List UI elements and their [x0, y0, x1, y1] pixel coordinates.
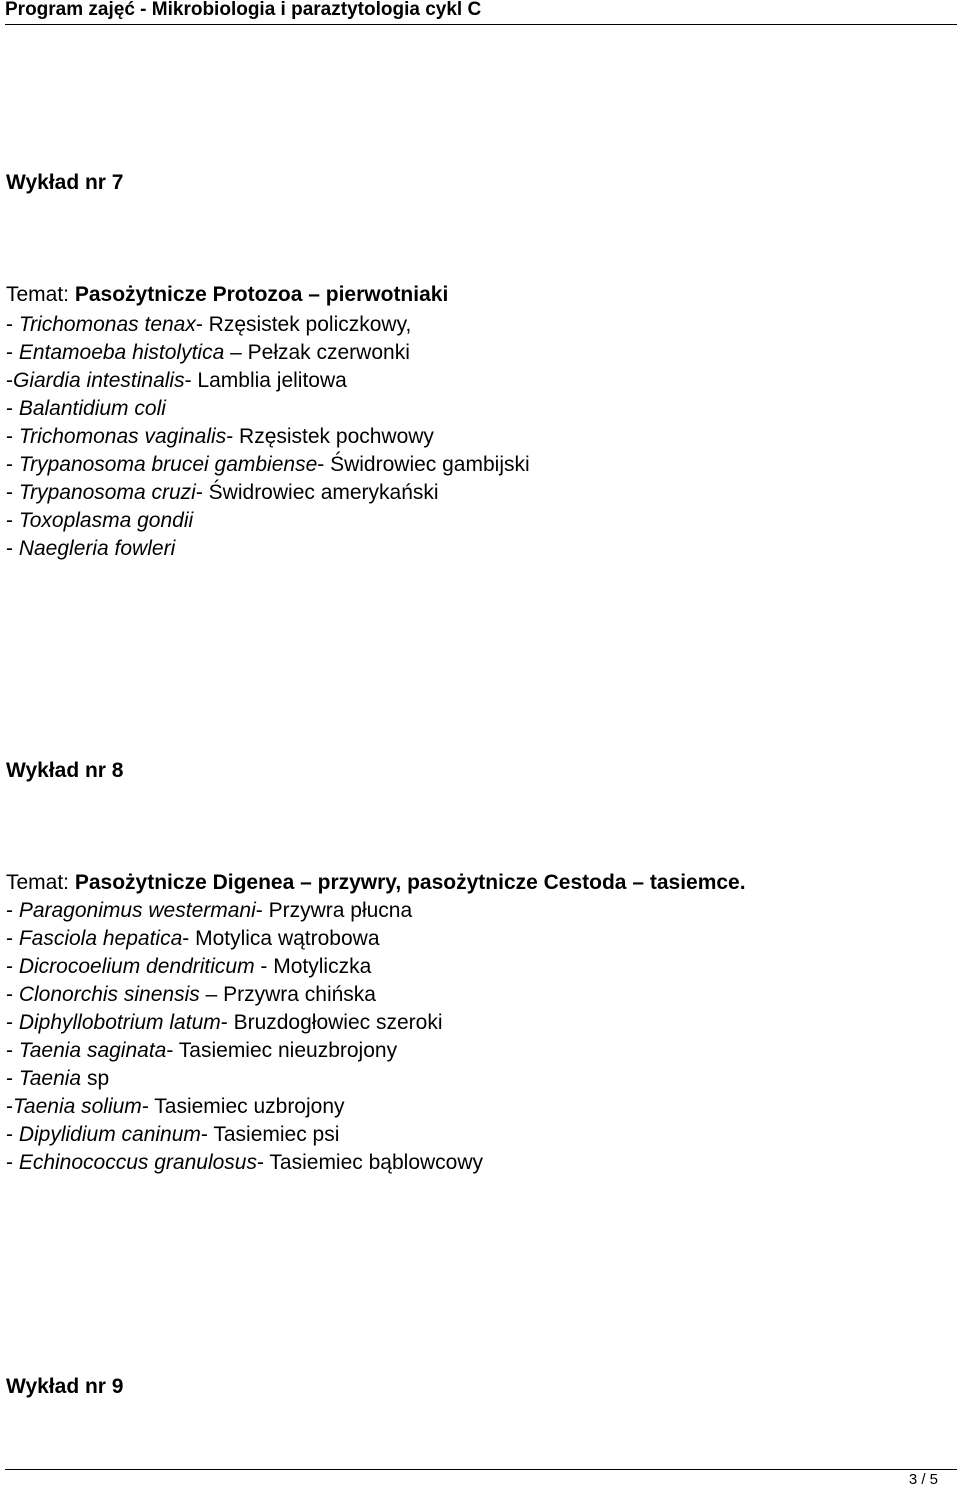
topic-label: Temat: [6, 871, 75, 894]
list-item: - Taenia sp [6, 1067, 110, 1090]
topic-text: Pasożytnicze Digenea – przywry, pasożytnicze Cestoda – tasiemce. [74, 871, 746, 894]
list-item: -Taenia solium- Tasiemiec uzbrojony [6, 1095, 345, 1118]
list-item: - Trichomonas vaginalis- Rzęsistek pochwowy [6, 425, 434, 448]
lecture-topic [6, 871, 746, 895]
topic-label: Temat: [6, 283, 75, 306]
list-item: -Giardia intestinalis- Lamblia jelitowa [6, 369, 347, 392]
list-item: - Toxoplasma gondii [6, 509, 194, 532]
lecture-heading: Wykład nr 8 [6, 759, 124, 782]
list-item: - Echinococcus granulosus- Tasiemiec bąblowcowy [6, 1151, 484, 1174]
list-item: - Entamoeba histolytica – Pełzak czerwonki [6, 341, 410, 364]
lecture-heading: Wykład nr 9 [6, 1375, 124, 1398]
document-title: Program zajęć - Mikrobiologia i paraztytologia cykl C [5, 0, 482, 20]
header-divider [5, 24, 957, 25]
list-item: - Trypanosoma cruzi- Świdrowiec amerykański [6, 481, 439, 504]
list-item: - Paragonimus westermani- Przywra płucna [6, 899, 413, 922]
list-item: - Diphyllobotrium latum- Bruzdogłowiec szeroki [6, 1011, 443, 1034]
topic-text: Pasożytnicze Protozoa – pierwotniaki [74, 283, 449, 306]
list-item: - Dipylidium caninum- Tasiemiec psi [6, 1123, 340, 1146]
lecture-heading: Wykład nr 7 [6, 171, 124, 194]
footer-divider [5, 1469, 957, 1470]
list-item: - Trypanosoma brucei gambiense- Świdrowiec gambijski [6, 453, 530, 476]
list-item: - Balantidium coli [6, 397, 166, 420]
page-number: 3 / 5 [908, 1471, 938, 1488]
lecture-topic [6, 283, 448, 307]
list-item: - Trichomonas tenax- Rzęsistek policzkowy, [6, 313, 412, 336]
organism-list [6, 897, 483, 1177]
list-item: - Fasciola hepatica- Motylica wątrobowa [6, 927, 380, 950]
list-item: - Naegleria fowleri [6, 537, 176, 560]
organism-list [6, 311, 530, 563]
list-item: - Taenia saginata- Tasiemiec nieuzbrojony [6, 1039, 398, 1062]
list-item: - Dicrocoelium dendriticum - Motyliczka [6, 955, 372, 978]
list-item: - Clonorchis sinensis – Przywra chińska [6, 983, 376, 1006]
